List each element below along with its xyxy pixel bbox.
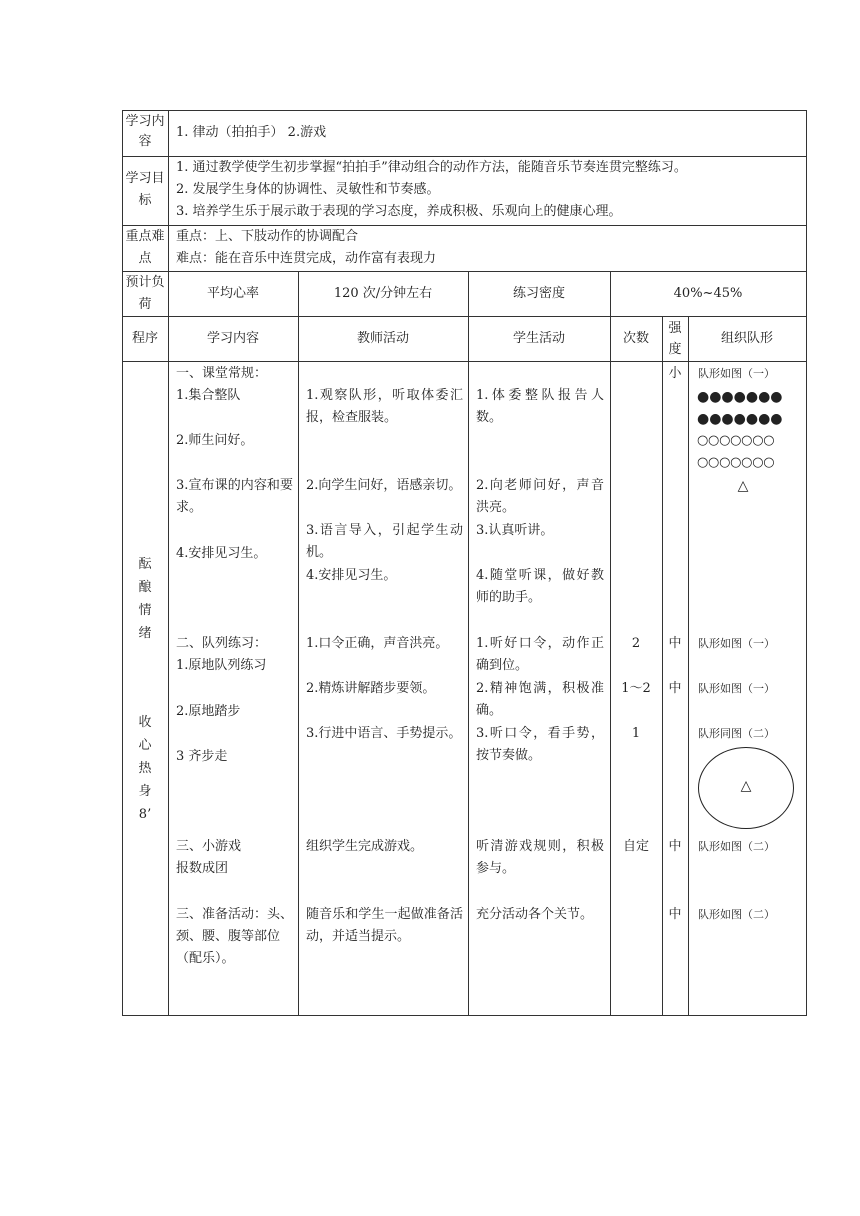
- header-content: 学习内容: [206, 331, 259, 346]
- goal-item-3: 3. 培养学生乐于展示敢于表现的学习态度，养成积极、乐观向上的健康心理。: [176, 204, 622, 219]
- grid-line: [122, 271, 807, 272]
- grid-line: [468, 271, 469, 1016]
- formation-filled-row: ●●●●●●●: [697, 411, 783, 427]
- content-item: 二、队列练习：: [176, 636, 268, 651]
- student-activity: 3.认真听讲。: [476, 523, 554, 538]
- content-item: 一、课堂常规：: [176, 366, 268, 381]
- times-value: 1: [631, 726, 641, 741]
- teacher-activity: 3.行进中语言、手势提示。: [306, 726, 462, 741]
- header-intensity: 强度: [668, 321, 682, 357]
- content-item: 1.原地队列练习: [176, 658, 267, 673]
- label-learning-goals: 学习目标: [125, 171, 165, 208]
- intensity-value: 中: [668, 907, 682, 922]
- grid-line: [688, 316, 689, 1016]
- formation-note: 队形如图（二）: [698, 840, 775, 853]
- formation-empty-row: ○○○○○○○: [697, 433, 775, 448]
- student-activity: 4.随堂听课，做好教师的助手。: [476, 568, 604, 605]
- teacher-activity: 1.口令正确，声音洪亮。: [306, 636, 449, 651]
- formation-note: 队形同图（二）: [698, 727, 775, 740]
- header-student: 学生活动: [512, 331, 565, 346]
- intensity-value: 中: [668, 839, 682, 854]
- times-value: 1～2: [621, 681, 651, 696]
- difficulty-text: 难点：能在音乐中连贯完成，动作富有表现力: [176, 251, 437, 266]
- grid-line: [122, 361, 807, 362]
- teacher-triangle-icon: △: [737, 478, 749, 494]
- student-activity: 听清游戏规则，积极参与。: [476, 839, 604, 876]
- content-item: 3 齐步走: [176, 749, 228, 764]
- content-item: 3.宣布课的内容和要求。: [176, 478, 293, 515]
- heart-rate-label: 平均心率: [206, 286, 259, 301]
- formation-empty-row: ○○○○○○○: [697, 455, 775, 470]
- student-activity: 1.听好口令，动作正确到位。: [476, 636, 604, 673]
- content-item: 2.师生问好。: [176, 433, 254, 448]
- student-activity: 充分活动各个关节。: [476, 907, 594, 922]
- header-formation: 组织队形: [720, 331, 773, 346]
- intensity-value: 中: [668, 681, 682, 696]
- header-procedure: 程序: [131, 331, 158, 346]
- grid-line: [298, 271, 299, 1016]
- label-learning-content: 学习内容: [125, 114, 165, 149]
- grid-line: [122, 316, 807, 317]
- teacher-activity: 4.安排见习生。: [306, 568, 397, 583]
- formation-note: 队形如图（二）: [698, 908, 775, 921]
- teacher-activity: 1.观察队形，听取体委汇报，检查服装。: [306, 388, 463, 425]
- goal-item-1: 1. 通过教学使学生初步掌握“拍拍手”律动组合的动作方法，能随音乐节奏连贯完整练习。: [176, 160, 687, 175]
- content-item: 1.集合整队: [176, 388, 241, 403]
- grid-line: [122, 110, 807, 111]
- grid-line: [122, 1015, 807, 1016]
- student-activity: 1.体委整队报告人数。: [476, 388, 604, 425]
- student-activity: 2.精神饱满，积极准确。: [476, 681, 604, 718]
- teacher-activity: 2.向学生问好，语感亲切。: [306, 478, 462, 493]
- header-teacher: 教师活动: [356, 331, 409, 346]
- times-value: 2: [631, 636, 641, 651]
- grid-line: [122, 110, 123, 1016]
- intensity-value: 中: [668, 636, 682, 651]
- procedure-part-2: 收心热身8’: [138, 715, 152, 822]
- grid-line: [806, 110, 807, 1016]
- content-item: 报数成团: [176, 861, 229, 876]
- goal-item-2: 2. 发展学生身体的协调性、灵敏性和节奏感。: [176, 182, 440, 197]
- intensity-value: 小: [668, 366, 682, 381]
- key-point-text: 重点：上、下肢动作的协调配合: [176, 229, 359, 244]
- content-item: 三、准备活动：头、颈、腰、腹等部位（配乐）。: [176, 907, 294, 966]
- formation-note: 队形如图（一）: [698, 367, 775, 380]
- label-key-points: 重点难点: [125, 229, 165, 266]
- formation-note: 队形如图（一）: [698, 637, 775, 650]
- content-item: 4.安排见习生。: [176, 546, 267, 561]
- student-activity: 2.向老师问好，声音洪亮。: [476, 478, 604, 515]
- grid-line: [168, 110, 169, 1016]
- learning-content-text: 1. 律动（拍拍手） 2.游戏: [176, 125, 327, 140]
- times-value: 自定: [622, 839, 649, 854]
- header-times: 次数: [622, 331, 649, 346]
- content-item: 三、小游戏: [176, 839, 242, 854]
- procedure-part-1: 酝酿情绪: [138, 557, 152, 641]
- teacher-triangle-icon: △: [740, 778, 752, 794]
- density-label: 练习密度: [512, 286, 565, 301]
- teacher-activity: 2.精炼讲解踏步要领。: [306, 681, 436, 696]
- formation-note: 队形如图（一）: [698, 682, 775, 695]
- heart-rate-value: 120 次/分钟左右: [333, 286, 433, 301]
- teacher-activity: 3.语言导入，引起学生动机。: [306, 523, 463, 560]
- teacher-activity: 随音乐和学生一起做准备活动，并适当提示。: [306, 907, 463, 944]
- content-item: 2.原地踏步: [176, 704, 241, 719]
- label-expected-load: 预计负荷: [125, 275, 165, 312]
- formation-filled-row: ●●●●●●●: [697, 389, 783, 405]
- density-value: 40%~45%: [673, 286, 743, 301]
- student-activity: 3.听口令，看手势，按节奏做。: [476, 726, 604, 763]
- teacher-activity: 组织学生完成游戏。: [306, 839, 424, 854]
